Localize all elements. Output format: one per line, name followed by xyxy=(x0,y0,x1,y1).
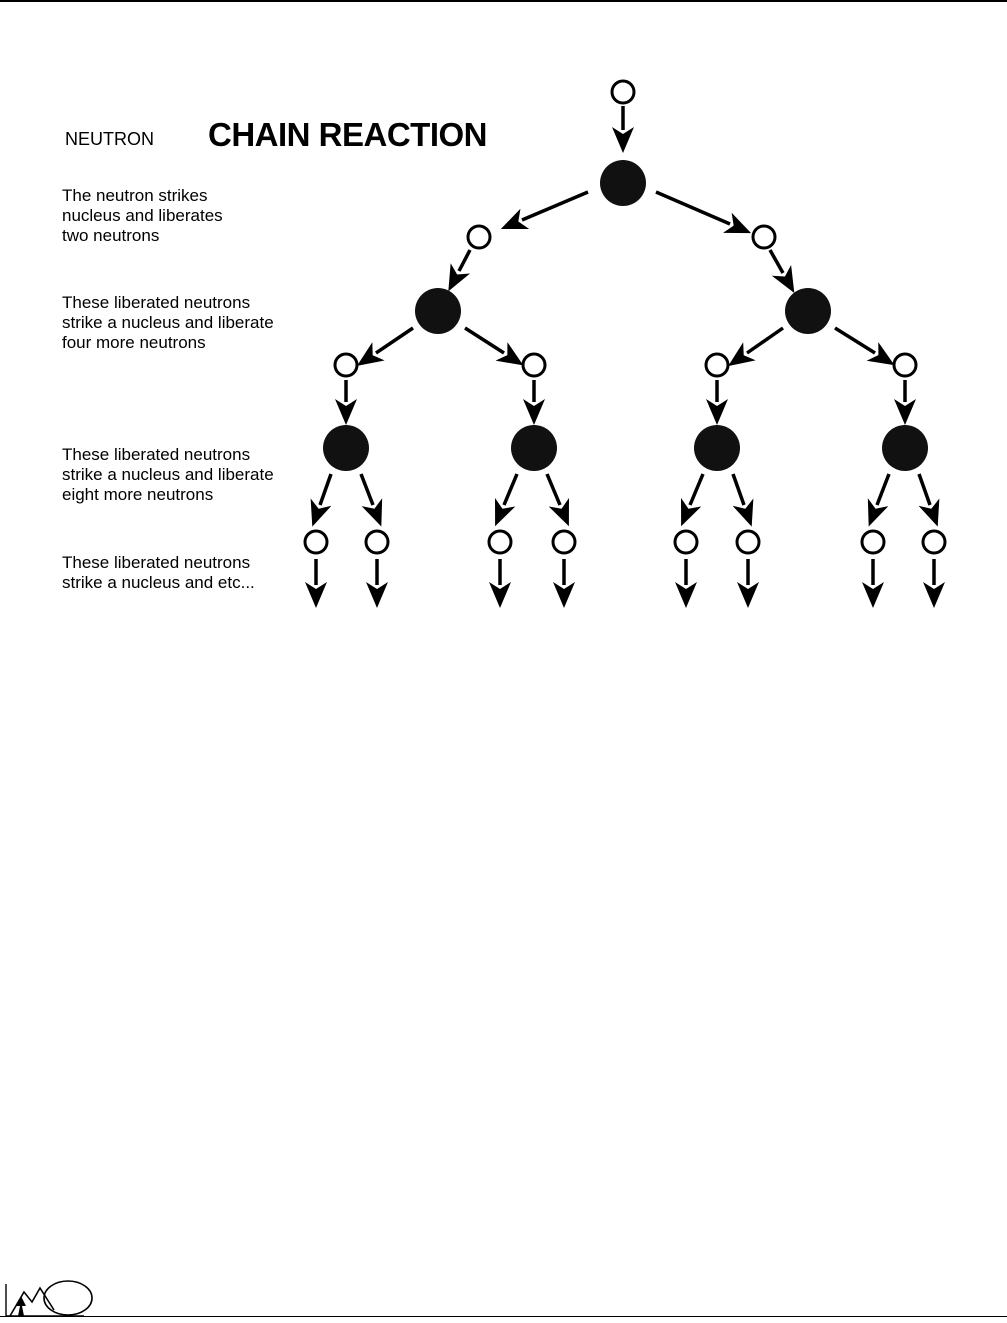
arrow-l2-right xyxy=(835,328,875,353)
arrow-l3-right xyxy=(547,474,560,505)
nucleus-level-1 xyxy=(600,160,646,206)
nucleus-level-3 xyxy=(323,425,369,471)
step-2-description: These liberated neutrons strike a nucleus and liberate four more neutrons xyxy=(62,293,274,352)
neutron-l3 xyxy=(553,531,575,553)
arrow-l3-left xyxy=(320,474,331,505)
step-1-description: The neutron strikes nucleus and liberates two neutrons xyxy=(62,186,223,245)
neutron-l1 xyxy=(753,226,775,248)
arrow-l3-right xyxy=(733,474,744,505)
diagram-title: CHAIN REACTION xyxy=(208,116,487,153)
neutron-l3 xyxy=(366,531,388,553)
nucleus-level-2 xyxy=(415,288,461,334)
arrow-l3-left xyxy=(690,474,703,505)
arrow-l1-left-down xyxy=(459,250,470,271)
neutron-l1 xyxy=(468,226,490,248)
neutron-l3 xyxy=(305,531,327,553)
neutron-l3 xyxy=(489,531,511,553)
nucleus-level-3 xyxy=(694,425,740,471)
neutron-l2 xyxy=(894,354,916,376)
nucleus-level-3 xyxy=(882,425,928,471)
arrow-l3-right xyxy=(361,474,373,505)
arrow-l2-left xyxy=(376,328,413,353)
particle-group xyxy=(305,81,945,553)
initial-neutron xyxy=(612,81,634,103)
arrow-l1-right-down xyxy=(770,250,783,273)
arrow-l3-left xyxy=(877,474,889,505)
arrow-l2-left xyxy=(747,328,783,353)
neutron-l3 xyxy=(737,531,759,553)
step-4-description: These liberated neutrons strike a nucleus and etc... xyxy=(62,553,255,592)
step-3-description: These liberated neutrons strike a nucleus and liberate eight more neutrons xyxy=(62,445,274,504)
neutron-l2 xyxy=(523,354,545,376)
neutron-l3 xyxy=(923,531,945,553)
neutron-l3 xyxy=(862,531,884,553)
arrow-l1-right xyxy=(656,192,730,224)
nucleus-level-3 xyxy=(511,425,557,471)
neutron-l2 xyxy=(335,354,357,376)
neutron-l2 xyxy=(706,354,728,376)
arrow-l2-right xyxy=(465,328,504,353)
bottom-rule xyxy=(0,1316,1007,1317)
arrow-l1-left xyxy=(522,192,588,220)
nucleus-level-2 xyxy=(785,288,831,334)
neutron-legend-label: NEUTRON xyxy=(65,129,154,149)
neutron-l3 xyxy=(675,531,697,553)
arrow-l3-right xyxy=(919,474,930,505)
arrow-l3-left xyxy=(504,474,517,505)
chain-reaction-diagram xyxy=(0,0,1007,660)
